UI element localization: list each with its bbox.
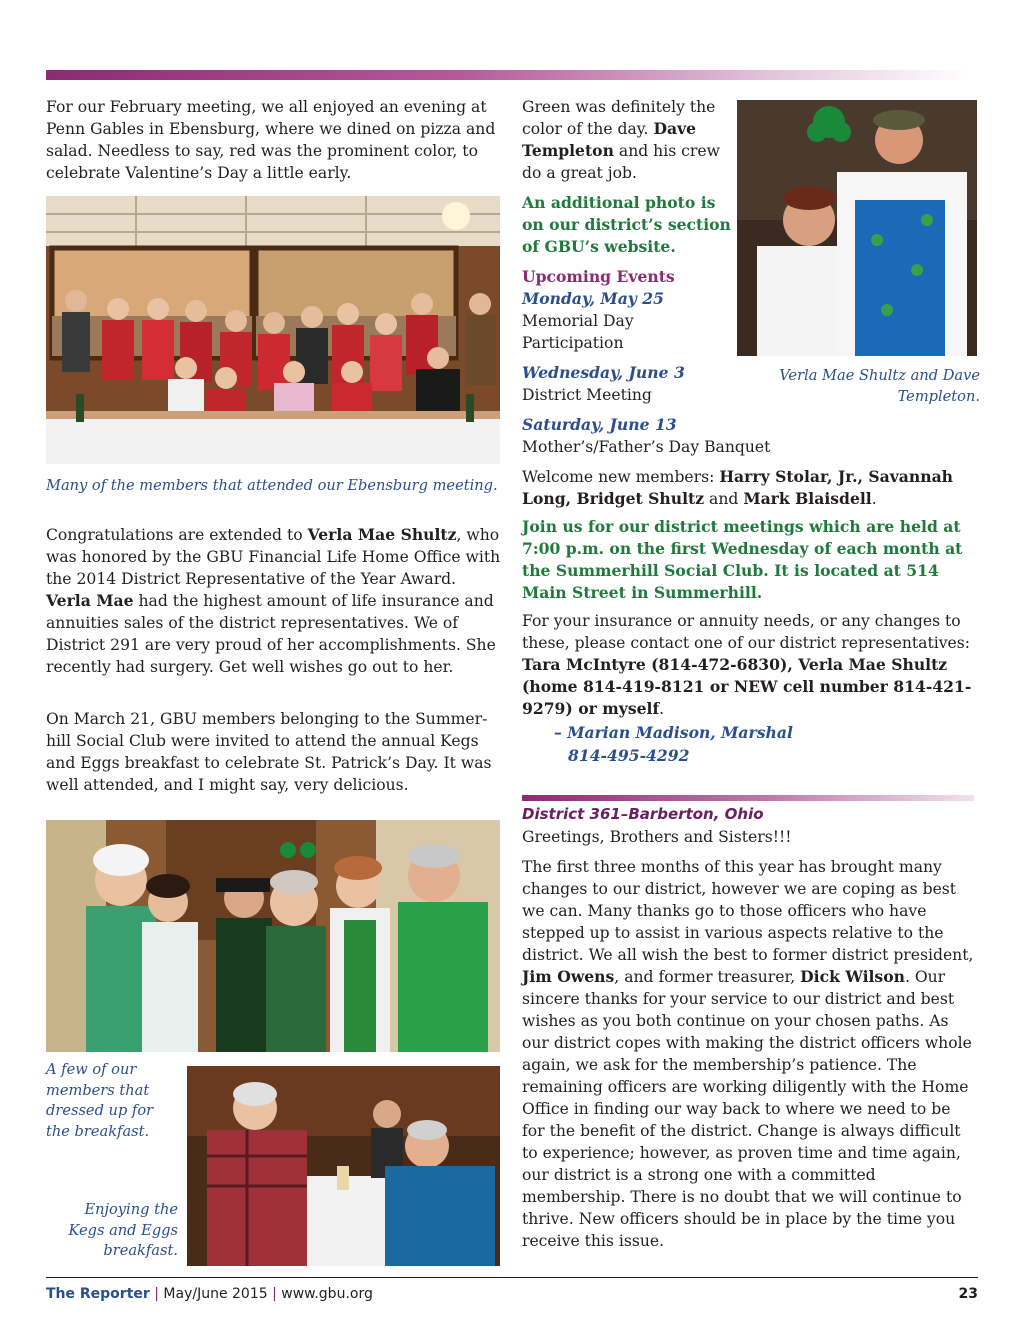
page-number: 23 — [958, 1286, 978, 1302]
award-text-2: , who was honored by the GBU Financial Life Home Office with the 2014 District Representative of the Year Award. — [46, 526, 501, 588]
event-3-desc: Mother’s/Father’s Day Banquet — [522, 438, 771, 456]
dressed-up-caption: A few of our members that dressed up for the breakfast. — [46, 1061, 154, 1140]
welcome-text-1: Welcome new members: — [522, 468, 720, 486]
footer-rule — [46, 1277, 978, 1278]
signature-name: – Marian Madison, Marshal — [554, 723, 793, 742]
green-day-paragraph — [522, 96, 722, 184]
footer-separator-1: | — [154, 1286, 159, 1302]
ebensburg-photo-caption: Many of the members that attended our Ebensburg meeting. — [46, 477, 498, 494]
signature-phone: 814-495-4292 — [568, 746, 690, 765]
welcome-text-2: and — [704, 490, 744, 508]
welcome-name-last: Mark Blaisdell — [743, 489, 872, 508]
district-361-heading: District 361–Barberton, Ohio — [522, 805, 764, 823]
ebensburg-meeting-photo — [46, 196, 500, 464]
event-3-date: Saturday, June 13 — [522, 415, 677, 434]
event-3 — [522, 414, 822, 458]
body-name-2: Dick Wilson — [800, 967, 905, 986]
welcome-names: Harry Stolar, Jr., Savannah Long, Bridget Shultz — [522, 467, 954, 508]
header-rule — [46, 70, 970, 80]
body-text-3: . Our sincere thanks for your service to our district and best wishes as you both continue on your chosen paths. As our district copes with making the district officers whole again, we ask for the membership’s patience. The remaining officers are working diligently with the Home Office in finding our way back to where we need to be for the benefit of the district. Change is always difficult to experience; however, as proven time and time again, our district is a strong one with a committed membership. There is no doubt that we will continue to thrive. New officers should be in place by the time you receive this issue. — [522, 968, 972, 1250]
publication-name: The Reporter — [46, 1286, 150, 1302]
green-dressed-group-illustration — [46, 820, 500, 1052]
page-footer — [46, 1286, 978, 1302]
event-2-date: Wednesday, June 3 — [522, 363, 685, 382]
february-meeting-paragraph: For our February meeting, we all enjoyed an evening at Penn Gables in Ebensburg, where we dined on pizza and salad. Needless to say, red was the prominent color, to celebrate Valentine’s Day a little early. — [46, 98, 496, 182]
meeting-info-paragraph: Join us for our district meetings which are held at 7:00 p.m. on the first Wednesday of each month at the Summerhill Social Club. It is located at 514 Main Street in Summerhill. — [522, 517, 963, 602]
event-1 — [522, 288, 732, 354]
issue-date: May/June 2015 — [163, 1286, 268, 1302]
award-text-1: Congratulations are extended to — [46, 526, 308, 544]
award-name-2: Verla Mae — [46, 591, 134, 610]
contact-details: Tara McIntyre (814-472-6830), Verla Mae Shultz (home 814-419-8121 or NEW cell number 814-421-9279) or myself — [522, 655, 972, 718]
two-person-portrait-illustration — [737, 100, 977, 356]
additional-photo-note: An additional photo is on our district’s section of GBU’s website. — [522, 193, 731, 256]
greeting-line: Greetings, Brothers and Sisters!!! — [522, 828, 792, 846]
breakfast-table-illustration — [187, 1066, 500, 1266]
body-text-2: , and former treasurer, — [614, 968, 801, 986]
body-text-1: The first three months of this year has brought many changes to our district, however we are coping as best we can. Many thanks go to those officers who have stepped up to assist in various aspects relative to the district. We all wish the best to former district president, — [522, 858, 974, 964]
section-rule — [522, 795, 974, 801]
website-link[interactable]: www.gbu.org — [281, 1286, 373, 1302]
welcome-paragraph — [522, 466, 978, 510]
kegs-eggs-caption: Enjoying the Kegs and Eggs breakfast. — [68, 1201, 178, 1259]
contact-text-2: . — [659, 700, 665, 718]
green-day-text-2: and his crew do a great job. — [522, 142, 720, 182]
award-text-3: had the highest amount of life insurance and annuities sales of the district representatives. We of District 291 are very proud of her accomplishments. She recently had surgery. Get well wishes go out to her. — [46, 592, 496, 676]
upcoming-events-heading: Upcoming Events — [522, 267, 675, 286]
green-day-text-1: Green was definitely the color of the day. — [522, 98, 716, 138]
green-day-name: Dave Templeton — [522, 119, 697, 160]
kegs-eggs-paragraph: On March 21, GBU members belonging to the Summerhill Social Club were invited to attend the annual Kegs and Eggs breakfast to celebrate St. Patrick’s Day. It was well attended, and I might say, very delicious. — [46, 710, 492, 794]
group-photo-illustration — [46, 196, 500, 464]
event-1-desc: Memorial Day Participation — [522, 312, 634, 352]
body-name-1: Jim Owens — [522, 967, 615, 986]
event-2-desc: District Meeting — [522, 386, 652, 404]
verla-dave-caption: Verla Mae Shultz and Dave Templeton. — [779, 367, 980, 405]
event-2 — [522, 362, 732, 406]
footer-separator-2: | — [272, 1286, 277, 1302]
contact-text-1: For your insurance or annuity needs, or any changes to these, please contact one of our district representatives: — [522, 612, 970, 652]
barberton-body-paragraph — [522, 856, 978, 1252]
contact-paragraph — [522, 610, 978, 720]
st-patricks-photo — [46, 820, 500, 1052]
event-1-date: Monday, May 25 — [522, 289, 664, 308]
breakfast-photo — [187, 1066, 500, 1266]
award-paragraph — [46, 524, 501, 678]
award-name-1: Verla Mae Shultz — [307, 525, 457, 544]
welcome-text-3: . — [871, 490, 877, 508]
verla-dave-photo — [737, 100, 977, 356]
